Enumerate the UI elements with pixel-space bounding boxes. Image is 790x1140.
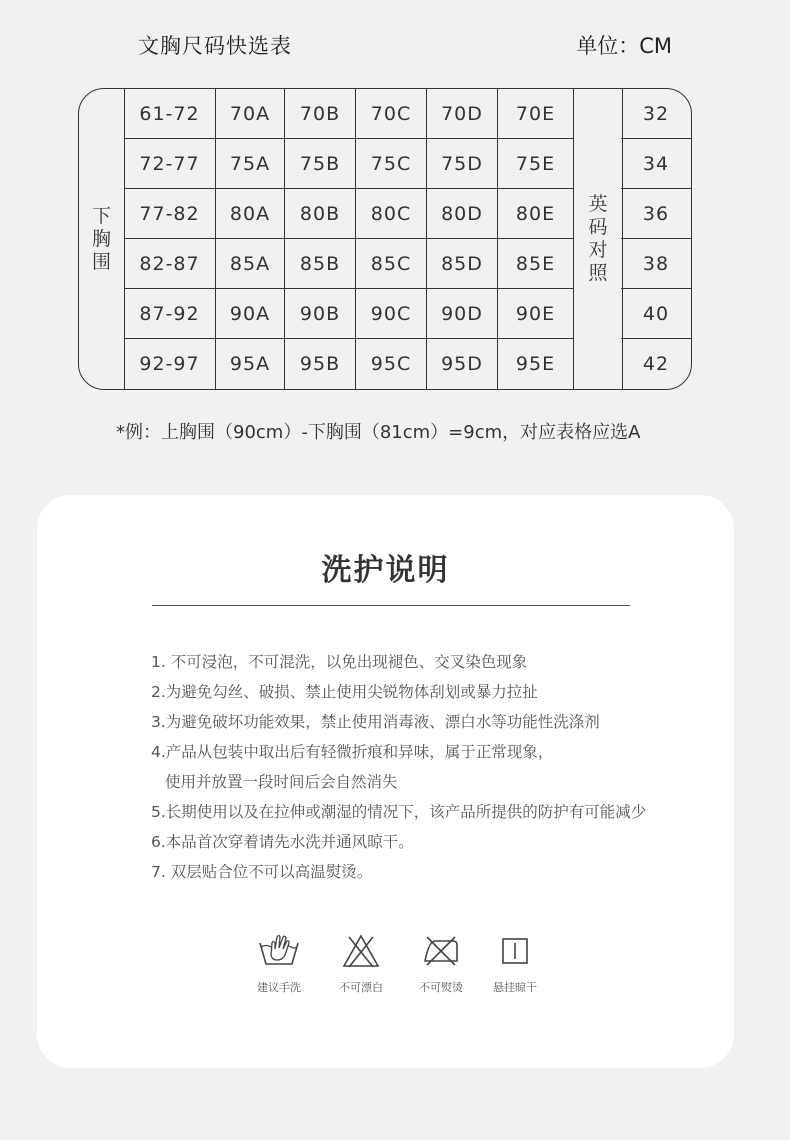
no-iron-label: 不可熨烫: [419, 981, 463, 994]
size-row: [124, 89, 573, 139]
hand-wash-label: 建议手洗: [257, 981, 301, 994]
uk-size-cell: 36: [642, 202, 670, 225]
cup-size-cell: 70B: [285, 89, 356, 138]
cup-size-cell: 85C: [356, 239, 427, 288]
uk-size-label-column: [573, 89, 623, 389]
cup-size-cell: 95A: [216, 339, 285, 389]
under-bust-range-cell: 87-92: [124, 289, 216, 338]
cup-size-cell: 95E: [515, 353, 556, 375]
cup-size-cell: 70A: [216, 89, 285, 138]
hang-dry-icon: [500, 933, 530, 969]
cup-size-cell: 80B: [285, 189, 356, 238]
care-item: 1. 不可浸泡，不可混洗，以免出现褪色、交叉染色现象: [151, 653, 528, 671]
cup-size-cell: 75B: [285, 139, 356, 188]
cup-size-cell: 85E: [515, 252, 556, 275]
cup-size-cell: 75A: [216, 139, 285, 188]
hang-dry-item: [485, 933, 545, 995]
uk-size-cell: 38: [642, 252, 670, 275]
uk-size-row: [621, 89, 691, 139]
uk-size-row: [621, 139, 691, 189]
care-item: 6.本品首次穿着请先水洗并通风晾干。: [151, 833, 414, 851]
cup-size-cell: 85D: [427, 239, 498, 288]
uk-size-grid: [621, 89, 691, 389]
no-iron-item: [411, 933, 471, 995]
uk-size-row: [621, 239, 691, 289]
uk-size-row: [621, 289, 691, 339]
size-chart-header: [138, 30, 672, 64]
care-item: 使用并放置一段时间后会自然消失: [165, 773, 398, 791]
under-bust-label-column: [79, 89, 125, 389]
cup-size-cell: 75C: [356, 139, 427, 188]
care-title: 洗护说明: [321, 553, 450, 588]
cup-size-cell: 90C: [356, 289, 427, 338]
size-chart-title: 文胸尺码快选表: [138, 34, 292, 58]
size-chart-table: [78, 88, 692, 390]
uk-size-cell: 42: [642, 353, 670, 375]
size-row: [124, 339, 573, 389]
uk-size-cell: 32: [642, 102, 670, 125]
size-row: [124, 189, 573, 239]
cup-size-cell: 85A: [216, 239, 285, 288]
size-row: [124, 239, 573, 289]
cup-size-cell: 85B: [285, 239, 356, 288]
cup-size-cell: 80A: [216, 189, 285, 238]
cup-size-cell: 75D: [427, 139, 498, 188]
size-row: [124, 289, 573, 339]
care-list: [151, 647, 711, 887]
hang-dry-label: 悬挂晾干: [493, 981, 537, 994]
cup-size-cell: 95C: [356, 339, 427, 389]
cup-size-cell: 70D: [427, 89, 498, 138]
size-grid: [124, 89, 573, 389]
under-bust-range-cell: 92-97: [124, 339, 216, 389]
cup-size-cell: 80E: [515, 202, 556, 225]
cup-size-cell: 70C: [356, 89, 427, 138]
cup-size-cell: 95D: [427, 339, 498, 389]
care-item: 2.为避免勾丝、破损、禁止使用尖锐物体刮划或暴力拉扯: [151, 683, 538, 701]
cup-size-cell: 95B: [285, 339, 356, 389]
size-row: [124, 139, 573, 189]
care-divider: [152, 605, 630, 606]
no-bleach-label: 不可漂白: [339, 981, 383, 994]
uk-size-cell: 40: [642, 302, 670, 325]
size-example-note: *例：上胸围（90cm）-下胸围（81cm）=9cm，对应表格应选A: [116, 422, 641, 443]
under-bust-range-cell: 61-72: [124, 89, 216, 138]
care-item: 3.为避免破坏功能效果，禁止使用消毒液、漂白水等功能性洗涤剂: [151, 713, 600, 731]
under-bust-range-cell: 77-82: [124, 189, 216, 238]
no-iron-icon: [421, 933, 461, 969]
care-instructions-card: [37, 495, 734, 1068]
care-icons: [247, 933, 547, 1003]
no-bleach-item: [331, 933, 391, 995]
uk-size-cell: 34: [642, 152, 670, 175]
hand-wash-icon: [257, 933, 301, 969]
uk-size-row: [621, 339, 691, 389]
uk-size-label: 英码对照: [588, 193, 608, 284]
under-bust-label: 下胸围: [91, 204, 111, 273]
cup-size-cell: 90A: [216, 289, 285, 338]
uk-size-row: [621, 189, 691, 239]
care-item: 4.产品从包装中取出后有轻微折痕和异味，属于正常现象，: [151, 743, 554, 761]
hand-wash-item: [249, 933, 309, 995]
cup-size-cell: 90E: [515, 302, 556, 325]
cup-size-cell: 90B: [285, 289, 356, 338]
care-item: 7. 双层贴合位不可以高温熨烫。: [151, 863, 373, 881]
no-bleach-icon: [341, 933, 381, 969]
unit-label: 单位：CM: [576, 34, 672, 58]
cup-size-cell: 70E: [515, 102, 556, 125]
cup-size-cell: 75E: [515, 152, 556, 175]
under-bust-range-cell: 82-87: [124, 239, 216, 288]
cup-size-cell: 80C: [356, 189, 427, 238]
care-item: 5.长期使用以及在拉伸或潮湿的情况下，该产品所提供的防护有可能减少: [151, 803, 647, 821]
under-bust-range-cell: 72-77: [124, 139, 216, 188]
cup-size-cell: 90D: [427, 289, 498, 338]
cup-size-cell: 80D: [427, 189, 498, 238]
